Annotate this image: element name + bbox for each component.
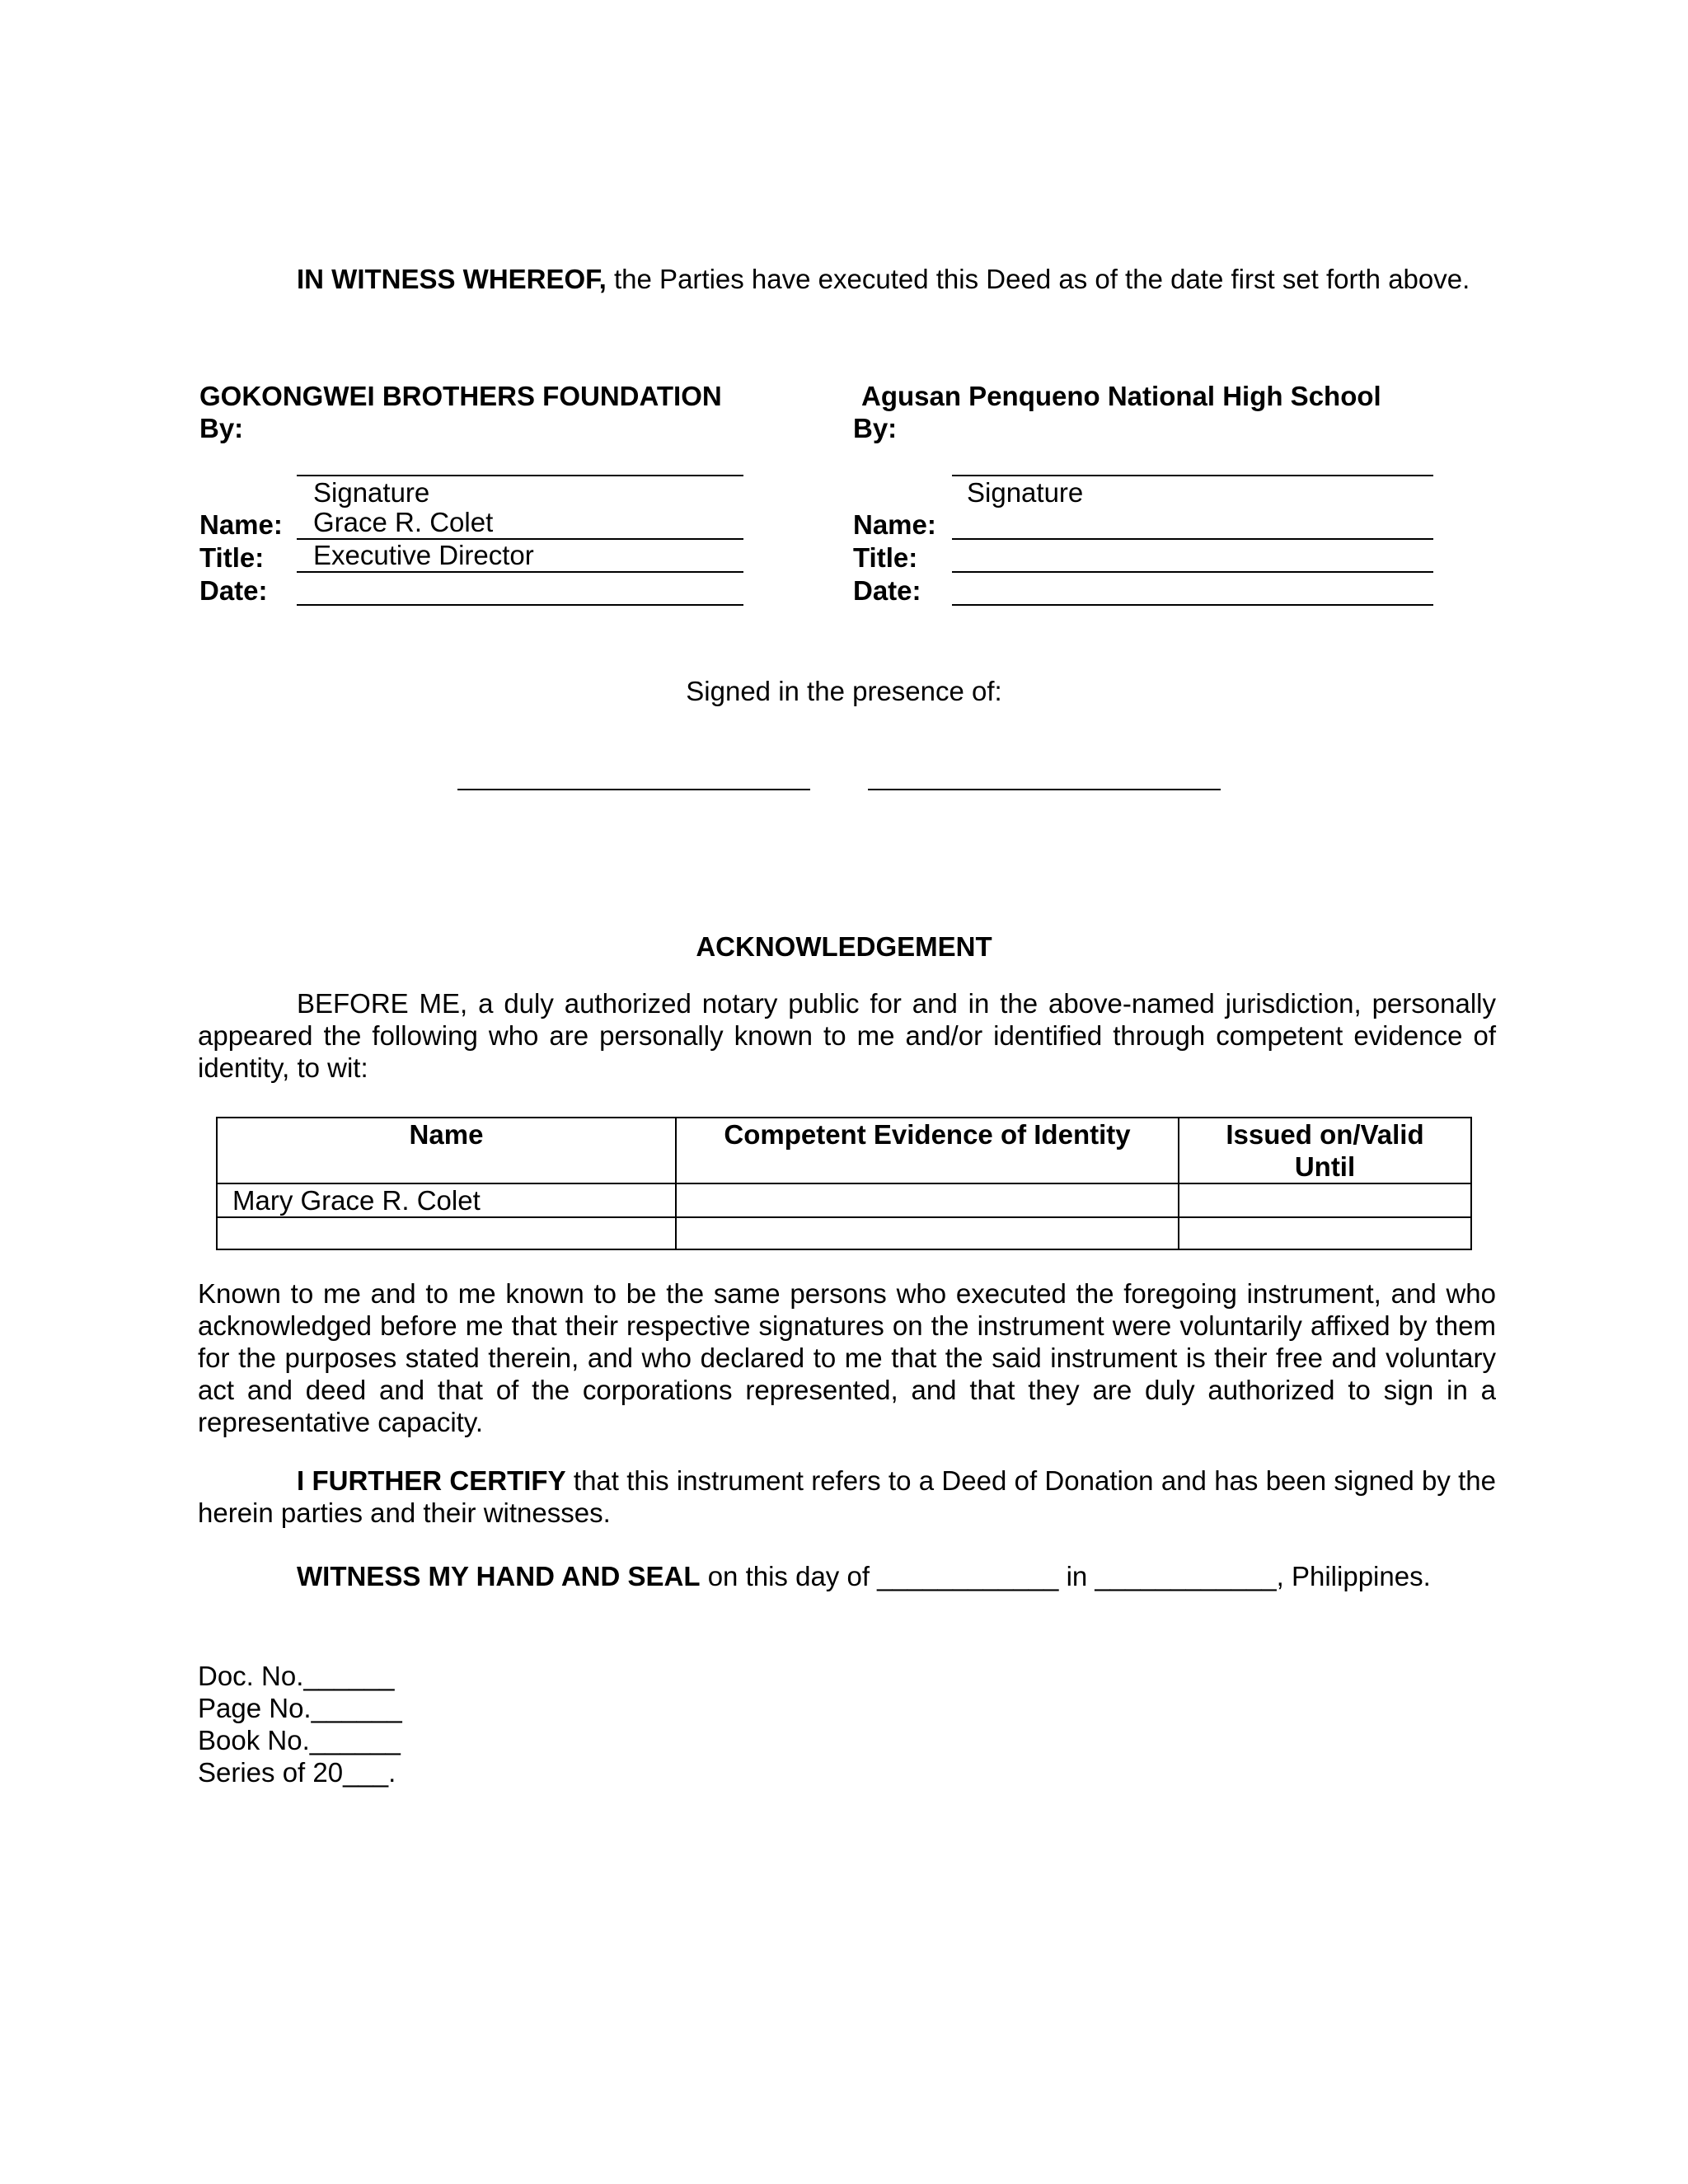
presence-text: Signed in the presence of:	[686, 676, 1002, 706]
party-left-title-label: Title:	[199, 542, 265, 573]
party-right-signature-line[interactable]	[952, 445, 1433, 476]
identity-table-header-issued: Issued on/Valid Until	[1179, 1118, 1471, 1183]
party-right-date-field[interactable]	[952, 574, 1433, 606]
identity-table-header-row	[217, 1118, 1471, 1183]
party-right-date-label: Date:	[853, 575, 921, 606]
party-left-date-field[interactable]	[297, 574, 743, 606]
party-right-name-label: Name:	[853, 509, 936, 540]
further-certify-paragraph	[198, 1465, 1496, 1529]
identity-table	[216, 1117, 1472, 1250]
party-left-by-label: By:	[199, 413, 244, 443]
party-left-name-label: Name:	[199, 509, 283, 540]
party-right-signature-caption: Signature	[967, 477, 1084, 508]
acknowledgement-intro-text: BEFORE ME, a duly authorized notary public for and in the above-named jurisdiction, personally appeared the following who are personally known to me and/or identified through competent evidence of identity, to wit:	[198, 988, 1496, 1083]
hand-and-seal-lead: WITNESS MY HAND AND SEAL	[297, 1561, 701, 1591]
party-left-date-label: Date:	[199, 575, 268, 606]
witness-clause	[198, 263, 1496, 295]
doc-no: Doc. No.______	[198, 1661, 395, 1691]
party-right-org: Agusan Penqueno National High School	[861, 381, 1381, 411]
series-of: Series of 20___.	[198, 1757, 396, 1788]
table-row	[217, 1217, 1471, 1249]
identity-table-cell-name: Mary Grace R. Colet	[217, 1183, 676, 1217]
witness-clause-text: the Parties have executed this Deed as of the date first set forth above.	[606, 264, 1470, 294]
acknowledgement-intro-paragraph	[198, 987, 1496, 1084]
identity-table-cell-evidence	[676, 1183, 1179, 1217]
party-left-name-field[interactable]	[297, 509, 743, 540]
witness-signature-line-1[interactable]	[457, 789, 810, 790]
party-left-title-value: Executive Director	[313, 540, 534, 570]
notary-references	[198, 1660, 402, 1788]
party-right-title-field[interactable]	[952, 541, 1433, 573]
known-to-me-paragraph	[198, 1277, 1496, 1438]
hand-and-seal-paragraph	[198, 1560, 1496, 1592]
party-left-signature-line[interactable]	[297, 445, 743, 476]
party-left-title-field[interactable]	[297, 541, 743, 573]
identity-table-header-name: Name	[217, 1118, 676, 1183]
identity-table-cell-issued	[1179, 1183, 1471, 1217]
party-left-org: GOKONGWEI BROTHERS FOUNDATION	[199, 381, 722, 411]
party-right-title-label: Title:	[853, 542, 918, 573]
table-row	[217, 1183, 1471, 1217]
party-right-name-field[interactable]	[952, 509, 1433, 540]
hand-and-seal-text: on this day of ____________ in ____________, Philippines.	[700, 1561, 1431, 1591]
further-certify-text: that this instrument refers to a Deed of Donation and has been signed by the herein parties and their witnesses.	[198, 1465, 1497, 1528]
witness-clause-lead: IN WITNESS WHEREOF,	[297, 264, 607, 294]
identity-table-header-evidence: Competent Evidence of Identity	[676, 1118, 1179, 1183]
party-left-name-value: Grace R. Colet	[313, 507, 494, 537]
party-right-by-label: By:	[853, 413, 898, 443]
known-to-me-text: Known to me and to me known to be the same persons who executed the foregoing instrument, and who acknowledged before me that their respective signatures on the instrument were voluntarily affixed by them for the purposes stated therein, and who declared to me that the said instrument is their free and voluntary act and deed and that of the corporations represented, and that they are duly authorized to sign in a representative capacity.	[198, 1278, 1496, 1437]
further-certify-lead: I FURTHER CERTIFY	[297, 1465, 566, 1496]
identity-table-cell-name	[217, 1217, 676, 1249]
identity-table-cell-issued	[1179, 1217, 1471, 1249]
identity-table-cell-evidence	[676, 1217, 1179, 1249]
acknowledgement-title: ACKNOWLEDGEMENT	[696, 931, 992, 962]
book-no: Book No.______	[198, 1725, 401, 1755]
page-no: Page No.______	[198, 1693, 402, 1723]
party-left-signature-caption: Signature	[313, 477, 430, 508]
witness-signature-line-2[interactable]	[868, 789, 1221, 790]
